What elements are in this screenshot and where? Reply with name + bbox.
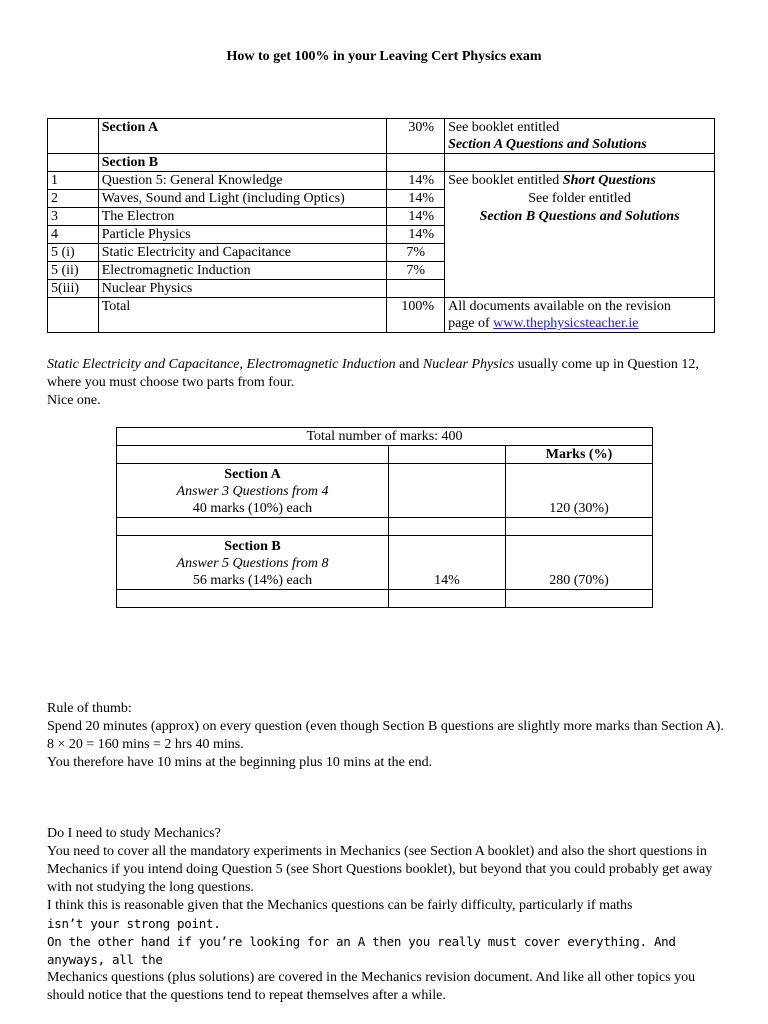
section-b-note-line3: Section B Questions and Solutions (445, 208, 715, 226)
section-b-block (117, 536, 389, 590)
table-row (48, 298, 715, 333)
row-topic: Question 5: General Knowledge (98, 172, 387, 190)
table-row (117, 590, 653, 608)
section-b-label: Section B (224, 539, 281, 554)
conjunction: and (395, 357, 423, 372)
section-b-note-prefix: See booklet entitled (448, 173, 563, 188)
section-a-label: Section A (224, 467, 281, 482)
total-note-prefix: page of (448, 316, 494, 331)
mechanics-p1: You need to cover all the mandatory experiments in Mechanics (see Section A booklet) and also the short questions in Mechanics if you intend doing Question 5 (see Short Questions booklet), but beyond that you could probably get away with not studying the long questions. (47, 844, 713, 895)
table-row (48, 262, 715, 280)
nice-one: Nice one. (47, 393, 101, 408)
row-pct: 14% (387, 208, 445, 226)
row-pct: 7% (387, 262, 445, 280)
row-number: 4 (48, 226, 99, 244)
table-row (48, 119, 715, 154)
section-a-note (445, 119, 715, 154)
section-b-marks (506, 536, 653, 590)
row-topic: The Electron (98, 208, 387, 226)
table-row (117, 518, 653, 536)
table-row (117, 428, 653, 446)
row-number (48, 154, 99, 172)
section-b-note-line2: See folder entitled (445, 190, 715, 208)
section-b-note (445, 172, 715, 190)
section-b-label: Section B (98, 154, 387, 172)
section-a-marks (506, 464, 653, 518)
total-note-line1: All documents available on the revision (448, 299, 671, 314)
section-a-block (117, 464, 389, 518)
table-row (48, 280, 715, 298)
table-row (48, 208, 715, 226)
cell (389, 590, 506, 608)
cell (389, 446, 506, 464)
table-row (48, 244, 715, 262)
section-a-pct: 30% (387, 119, 445, 154)
row-note (445, 280, 715, 298)
row-number: 2 (48, 190, 99, 208)
mechanics-question: Do I need to study Mechanics? (47, 826, 221, 841)
row-pct: 14% (387, 190, 445, 208)
row-note (445, 226, 715, 244)
row-note (445, 262, 715, 280)
table-row (48, 190, 715, 208)
row-pct: 7% (387, 244, 445, 262)
table-row (48, 172, 715, 190)
total-marks-header: Total number of marks: 400 (117, 428, 653, 446)
separator: , (239, 357, 247, 372)
table-row (48, 226, 715, 244)
cell (117, 446, 389, 464)
total-pct: 100% (387, 298, 445, 333)
total-label: Total (98, 298, 387, 333)
cell (389, 518, 506, 536)
mechanics-p3b: Mechanics questions (plus solutions) are covered in the Mechanics revision document. And like all other topics you should notice that the questions tend to repeat themselves after a while. (47, 970, 696, 1003)
row-number: 5 (i) (48, 244, 99, 262)
marks-header: Marks (%) (506, 446, 653, 464)
cell (389, 464, 506, 518)
row-note (445, 154, 715, 172)
row-number (48, 119, 99, 154)
rule-heading: Rule of thumb: (47, 701, 132, 716)
cell (506, 590, 653, 608)
mechanics-p2a: I think this is reasonable given that the Mechanics questions can be fairly difficulty, particularly if maths (47, 898, 633, 913)
rule-line1: Spend 20 minutes (approx) on every question (even though Section B questions are slightly more marks than Section A). (47, 719, 724, 734)
cell (117, 590, 389, 608)
optional-topics-rest: usually come up in Question 12, where you must choose two parts from four. (47, 357, 699, 390)
table-row (117, 446, 653, 464)
total-note-line2 (448, 315, 711, 332)
total-note (445, 298, 715, 333)
topic-static: Static Electricity and Capacitance (47, 357, 240, 372)
section-a-each: 40 marks (10%) each (192, 501, 313, 516)
section-a-marks-value: 120 (30%) (549, 501, 609, 516)
section-b-pct (389, 536, 506, 590)
table-row (117, 536, 653, 590)
row-topic: Particle Physics (98, 226, 387, 244)
mechanics-section (47, 825, 727, 1005)
cell (506, 518, 653, 536)
row-topic: Electromagnetic Induction (98, 262, 387, 280)
section-a-label: Section A (98, 119, 387, 154)
section-a-note-line1: See booklet entitled (448, 120, 560, 135)
row-pct (387, 154, 445, 172)
row-topic: Nuclear Physics (98, 280, 387, 298)
topic-nuclear: Nuclear Physics (422, 357, 515, 372)
row-number: 5 (ii) (48, 262, 99, 280)
rule-line3: You therefore have 10 mins at the beginning plus 10 mins at the end. (47, 755, 433, 770)
row-number: 3 (48, 208, 99, 226)
page-title: How to get 100% in your Leaving Cert Physics exam (226, 49, 542, 64)
table-row (48, 154, 715, 172)
table-row (117, 464, 653, 518)
optional-topics-paragraph (47, 356, 727, 410)
rule-of-thumb-section (47, 700, 727, 772)
row-pct: 14% (387, 172, 445, 190)
section-b-each: 56 marks (14%) each (192, 573, 313, 588)
section-a-answer: Answer 3 Questions from 4 (176, 484, 329, 499)
section-b-note-bold: Short Questions (562, 173, 656, 188)
exam-sections-table (47, 118, 715, 333)
section-b-answer: Answer 5 Questions from 8 (176, 556, 329, 571)
mechanics-p3a: On the other hand if you’re looking for an A then you really must cover everything. And anyways, all the (47, 934, 676, 967)
row-number: 5(iii) (48, 280, 99, 298)
row-pct (387, 280, 445, 298)
section-b-pct-value: 14% (434, 573, 460, 588)
rule-line2: 8 × 20 = 160 mins = 2 hrs 40 mins. (47, 737, 244, 752)
topic-induction: Electromagnetic Induction (246, 357, 396, 372)
optional-topics-text (47, 356, 727, 392)
row-number: 1 (48, 172, 99, 190)
mechanics-p2b: isn’t your strong point. (47, 916, 221, 931)
row-note (445, 244, 715, 262)
row-topic: Waves, Sound and Light (including Optics) (98, 190, 387, 208)
physics-teacher-link[interactable]: www.thephysicsteacher.ie (493, 316, 639, 331)
marks-table (116, 427, 653, 608)
row-pct: 14% (387, 226, 445, 244)
section-a-note-line2: Section A Questions and Solutions (448, 137, 647, 152)
row-topic: Static Electricity and Capacitance (98, 244, 387, 262)
cell (117, 518, 389, 536)
row-number (48, 298, 99, 333)
section-b-marks-value: 280 (70%) (549, 573, 609, 588)
